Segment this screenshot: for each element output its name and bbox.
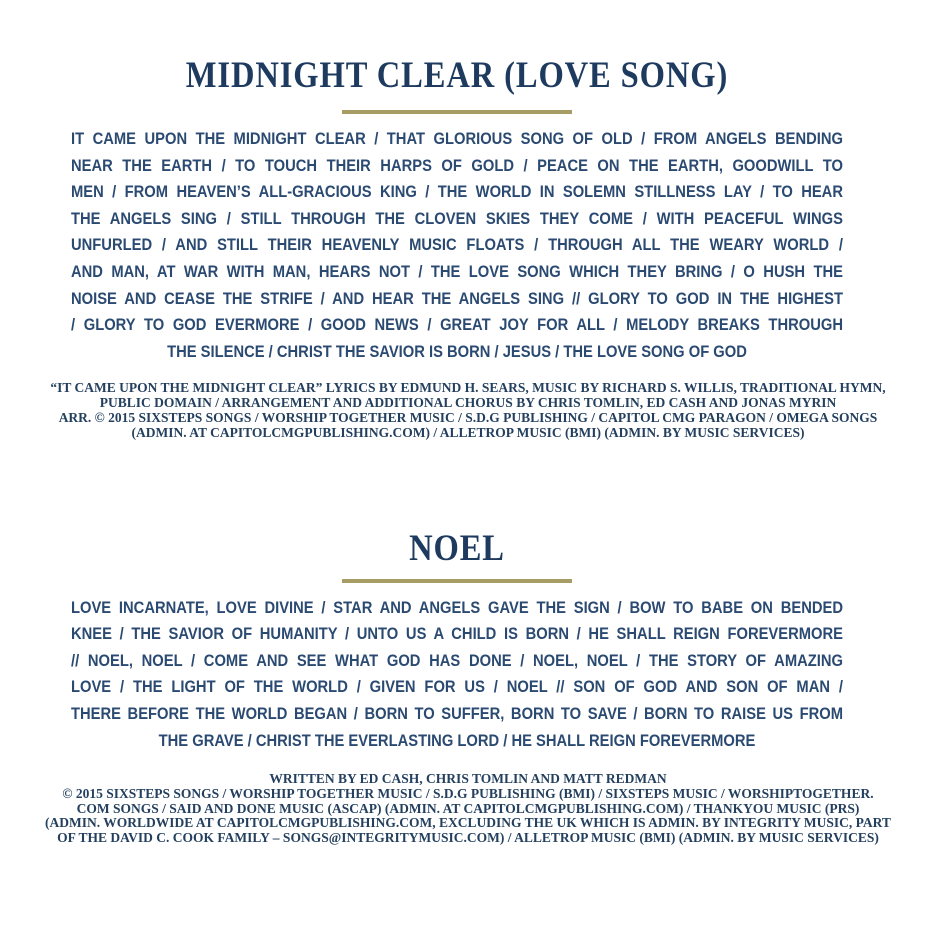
lyric-line: NOISE AND CEASE THE STRIFE / AND HEAR THE ANGELS SING // GLORY TO GOD IN THE HIGHEST [71,288,843,308]
lyric-line: IT CAME UPON THE MIDNIGHT CLEAR / THAT GLORIOUS SONG OF OLD / FROM ANGELS BENDING [71,129,843,148]
lyric-line: // NOEL, NOEL / COME AND SEE WHAT GOD HAS DONE / NOEL, NOEL / THE STORY OF AMAZING [71,650,843,670]
credit-line: COM SONGS / SAID AND DONE MUSIC (ASCAP) (ADMIN. AT CAPITOLCMGPUBLISHING.COM) / THANKYOU MUSIC (PRS) [76,800,860,816]
credits-block-noel [0,772,936,846]
credit-line: PUBLIC DOMAIN / ARRANGEMENT AND ADDITIONAL CHORUS BY CHRIS TOMLIN, ED CASH AND JONAS MYRIN [99,395,837,411]
lyric-line: AND MAN, AT WAR WITH MAN, HEARS NOT / THE LOVE SONG WHICH THEY BRING / O HUSH THE [71,261,843,281]
credit-line: ARR. © 2015 SIXSTEPS SONGS / WORSHIP TOGETHER MUSIC / S.D.G PUBLISHING / CAPITOL CMG PARAGON / OMEGA SONGS [58,409,878,425]
lyric-line: LOVE INCARNATE, LOVE DIVINE / STAR AND ANGELS GAVE THE SIGN / BOW TO BABE ON BENDED [71,597,843,617]
lyric-line: KNEE / THE SAVIOR OF HUMANITY / UNTO US A CHILD IS BORN / HE SHALL REIGN FOREVERMORE [71,624,843,644]
lyric-line: LOVE / THE LIGHT OF THE WORLD / GIVEN FOR US / NOEL // SON OF GOD AND SON OF MAN / [71,677,843,697]
lyric-line: THERE BEFORE THE WORLD BEGAN / BORN TO SUFFER, BORN TO SAVE / BORN TO RAISE US FROM [71,703,843,723]
title-divider-rule [342,579,572,583]
lyric-line: THE ANGELS SING / STILL THROUGH THE CLOVEN SKIES THEY COME / WITH PEACEFUL WINGS [71,208,843,228]
song-section-midnight-clear [50,55,886,441]
lyrics-block-noel [71,595,843,755]
content-column [45,55,891,846]
lyric-line: UNFURLED / AND STILL THEIR HEAVENLY MUSIC FLOATS / THROUGH ALL THE WEARY WORLD / [71,235,843,255]
credit-line: (ADMIN. WORLDWIDE AT CAPITOLCMGPUBLISHING.COM, EXCLUDING THE UK WHICH IS ADMIN. BY INTEGRITY MUSIC, PART [45,815,891,831]
credit-line: (ADMIN. AT CAPITOLCMGPUBLISHING.COM) / ALLETROP MUSIC (BMI) (ADMIN. BY MUSIC SERVICES) [131,424,805,440]
song-title-noel: NOEL [409,527,505,569]
lyric-line: MEN / FROM HEAVEN’S ALL-GRACIOUS KING / THE WORLD IN SOLEMN STILLNESS LAY / TO HEAR [71,182,843,202]
song-title-midnight-clear: MIDNIGHT CLEAR (LOVE SONG) [185,55,729,96]
credit-line: OF THE DAVID C. COOK FAMILY – SONGS@INTEGRITYMUSIC.COM) / ALLETROP MUSIC (BMI) (ADMIN. BY MUSIC SERVICES) [57,830,879,846]
credit-line: © 2015 SIXSTEPS SONGS / WORSHIP TOGETHER MUSIC / S.D.G PUBLISHING (BMI) / SIXSTEPS MUSIC / WORSHIPTOGETHER. [62,785,874,801]
lyric-line: / GLORY TO GOD EVERMORE / GOOD NEWS / GREAT JOY FOR ALL / MELODY BREAKS THROUGH [71,315,843,335]
song-section-noel [45,527,891,847]
lyric-line: THE SILENCE / CHRIST THE SAVIOR IS BORN / JESUS / THE LOVE SONG OF GOD [167,341,747,361]
credit-line: WRITTEN BY ED CASH, CHRIS TOMLIN AND MATT REDMAN [269,771,667,787]
credit-line: “IT CAME UPON THE MIDNIGHT CLEAR” LYRICS BY EDMUND H. SEARS, MUSIC BY RICHARD S. WILLIS, TRADITIONAL HYMN, [50,380,886,396]
lyrics-block-midnight-clear [71,126,843,365]
lyric-line: THE GRAVE / CHRIST THE EVERLASTING LORD / HE SHALL REIGN FOREVERMORE [158,730,756,750]
lyric-line: NEAR THE EARTH / TO TOUCH THEIR HARPS OF GOLD / PEACE ON THE EARTH, GOODWILL TO [71,155,843,175]
title-divider-rule [342,110,572,114]
credits-block-midnight-clear [0,381,936,440]
